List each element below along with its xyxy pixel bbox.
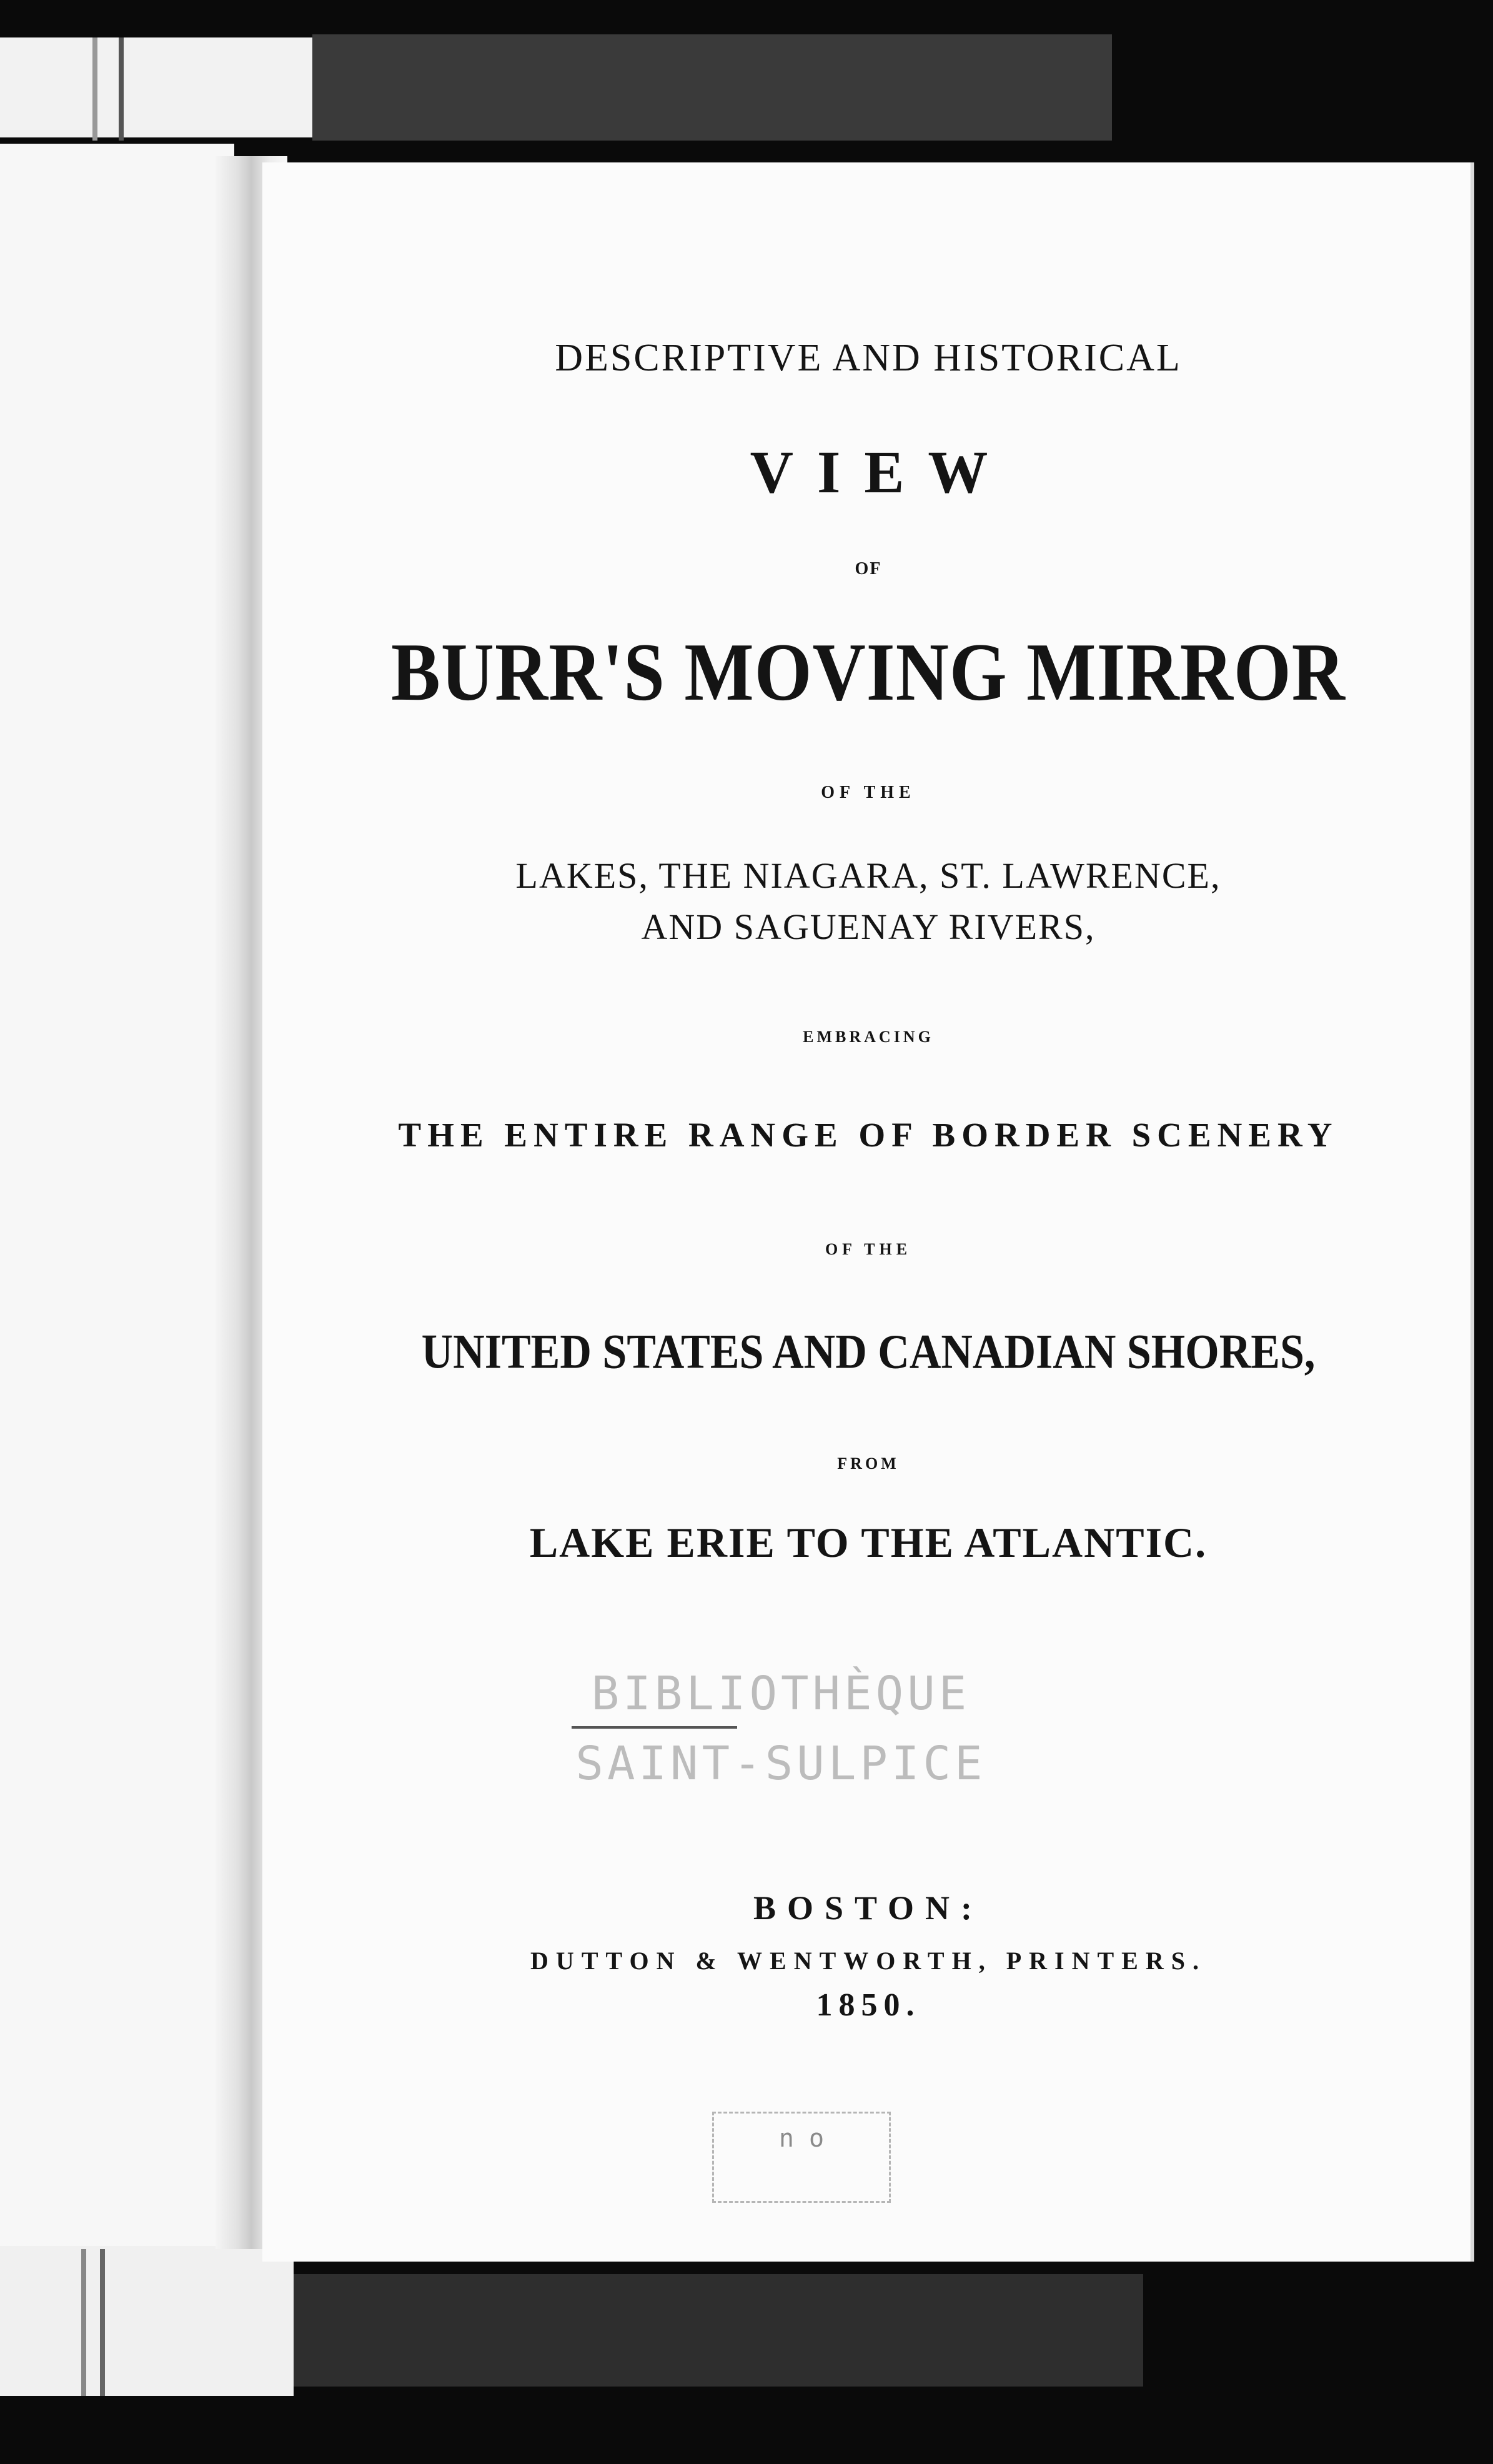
spine-line xyxy=(100,2249,105,2396)
title-line: VIEW xyxy=(750,439,1012,505)
spine-line xyxy=(81,2249,86,2396)
scan-border-top xyxy=(312,34,1112,141)
scan-border-bottom xyxy=(294,2274,1143,2387)
title-line: AND SAGUENAY RIVERS, xyxy=(641,907,1096,947)
shelf-mark-stamp: n o xyxy=(712,2112,891,2203)
main-title: BURR'S MOVING MIRROR xyxy=(391,626,1346,718)
title-line: FROM xyxy=(837,1454,900,1473)
library-stamp-line: BIBLIOTHÈQUE xyxy=(591,1667,971,1721)
stamp-rule xyxy=(572,1726,737,1729)
spine-line xyxy=(92,37,97,141)
title-line: DESCRIPTIVE AND HISTORICAL xyxy=(555,337,1182,379)
title-page xyxy=(262,162,1474,2262)
title-line: UNITED STATES AND CANADIAN SHORES, xyxy=(421,1325,1316,1379)
facing-page xyxy=(0,144,234,2246)
imprint-year: 1850. xyxy=(816,1987,921,2023)
title-line: OF xyxy=(855,559,882,579)
title-line: LAKES, THE NIAGARA, ST. LAWRENCE, xyxy=(515,855,1221,896)
imprint-printer: DUTTON & WENTWORTH, PRINTERS. xyxy=(530,1947,1206,1975)
imprint-city: BOSTON: xyxy=(753,1889,984,1927)
facing-page-edge-top xyxy=(0,37,312,137)
spine-line xyxy=(119,37,124,141)
title-line: LAKE ERIE TO THE ATLANTIC. xyxy=(529,1519,1208,1566)
title-line: THE ENTIRE RANGE OF BORDER SCENERY xyxy=(398,1116,1339,1154)
title-line: OF THE xyxy=(825,1240,912,1258)
facing-page-edge-bottom xyxy=(0,2246,294,2396)
library-stamp-line: SAINT-SULPICE xyxy=(575,1737,986,1791)
title-line: EMBRACING xyxy=(803,1028,934,1046)
title-line: OF THE xyxy=(821,783,916,802)
library-stamp xyxy=(531,1659,1031,1802)
